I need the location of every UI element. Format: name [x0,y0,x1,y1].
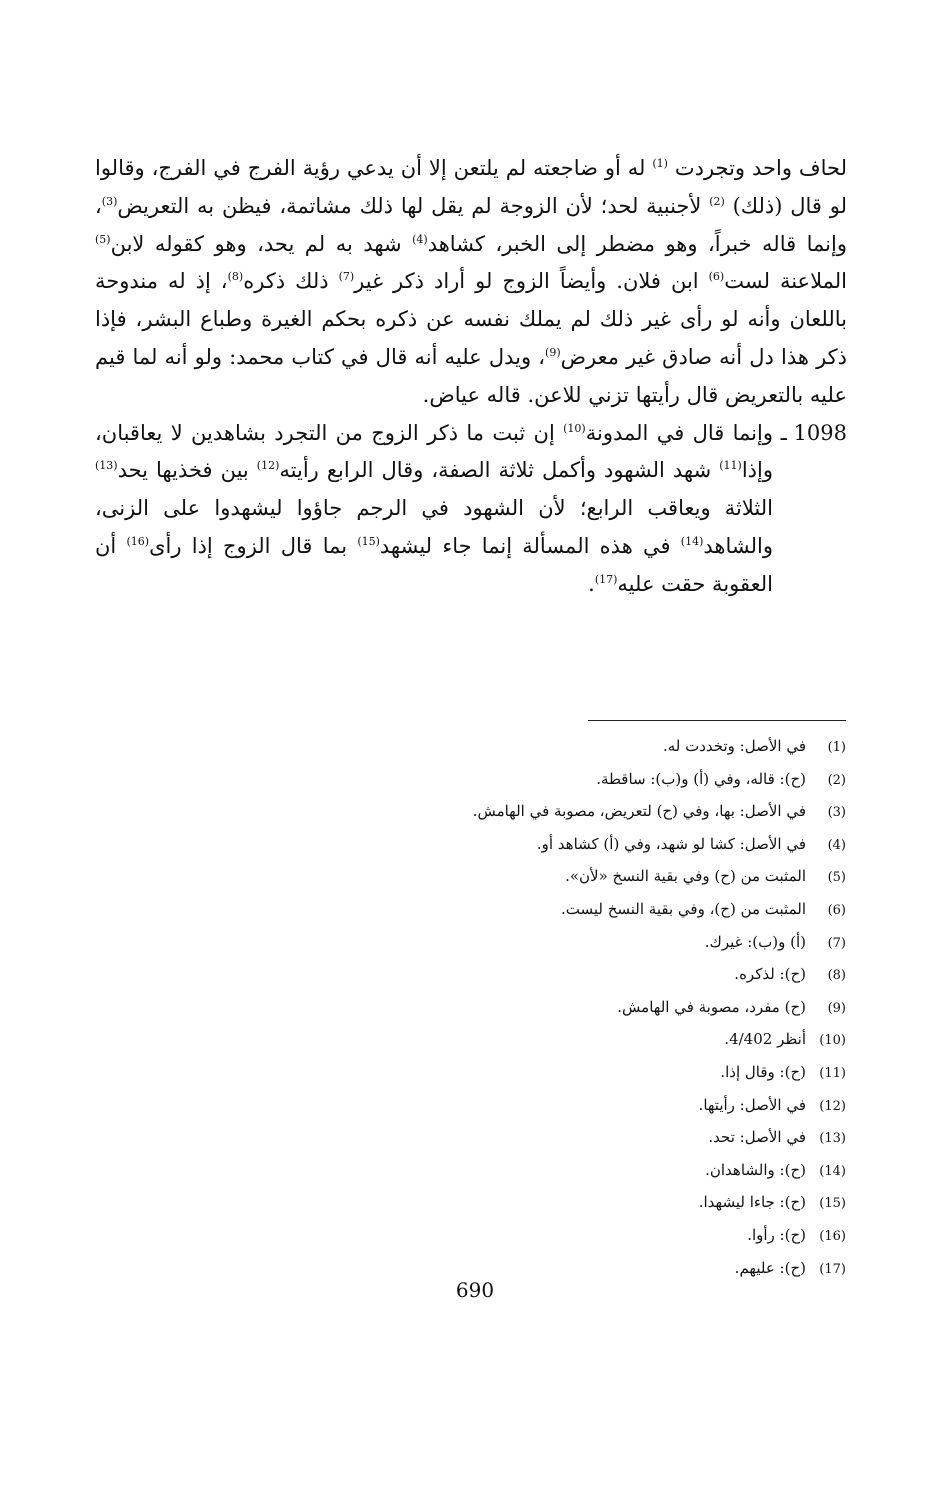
footnote-text: (ح): وقال إذا. [720,1062,806,1081]
footnote-number: (5) [827,870,846,886]
footnotes-list [246,731,846,1285]
text-run: ذلك ذكره [243,269,339,294]
text-run: ، إذ له مندوحة باللعان وأنه لو رأى غير ذلك لم يملك نفسه عن ذكره بحكم الغيرة وطباع البشر، فإذا ذكر هذا دل أنه صادق غير معرض [95,269,848,369]
text-run: في هذه المسألة إنما جاء ليشهد [379,533,681,558]
text-run: لحاف واحد وتجردت [667,156,847,180]
footnote-number: (11) [819,1065,846,1081]
text-run: . [588,571,595,596]
footnote-text: (ح): والشاهدان. [705,1160,806,1179]
footnote-ref: (12) [256,459,280,473]
entry-number: 1098 ـ [780,420,847,445]
footnote-text: (ح) مفرد، مصوبة في الهامش. [617,997,806,1016]
footnote-ref: (9) [545,345,561,359]
footnote-item [246,1187,846,1220]
footnote-ref: (14) [680,534,704,548]
footnote-text: في الأصل: وتخددت له. [662,737,806,755]
footnote-text: المثبت من (ح)، وفي بقية النسخ ليست. [560,899,806,918]
page-number: 690 [455,1278,495,1302]
footnote-number: (12) [819,1098,846,1114]
footnote-text: (ح): جاءا ليشهدا. [698,1193,806,1212]
footnote-number: (17) [819,1261,846,1277]
footnote-number: (9) [827,1000,846,1016]
footnote-separator [588,720,846,721]
footnote-text: (ح): لذكره. [734,965,806,984]
footnote-item [246,927,846,960]
text-run: الملاعنة لست [724,269,847,294]
footnote-ref: (1) [652,157,668,170]
footnote-number: (15) [819,1196,846,1212]
footnote-number: (6) [827,902,846,918]
footnote-number: (1) [827,740,846,755]
footnote-item [246,731,846,764]
paragraph-1 [95,150,847,415]
footnote-number: (3) [827,805,846,821]
text-run: وإنما قال في المدونة [585,420,773,445]
footnote-ref: (2) [709,194,725,208]
main-text [95,150,847,604]
footnote-ref: (7) [338,270,355,284]
footnote-ref: (15) [357,534,380,548]
footnote-item [246,1155,846,1188]
footnote-text: (ح): عليهم. [734,1258,806,1277]
text-run: شهد به لم يحد، وهو كقوله لابن [110,231,413,256]
footnote-ref: (8) [227,270,244,284]
footnote-ref: (13) [95,459,118,473]
footnote-item [246,1122,846,1155]
footnote-item [246,1220,846,1253]
text-run: ، وإنما قاله خبراً، وهو مضطر إلى الخبر، كشاهد [95,193,847,256]
footnote-number: (8) [827,968,846,984]
footnote-text: (أ) و(ب): غيرك. [704,932,806,951]
footnote-number: (7) [827,935,846,951]
text-run: أن العقوبة حقت عليه [95,533,773,596]
footnote-text: أنظر 4/402. [724,1030,806,1049]
text-run: الثلاثة ويعاقب الرابع؛ لأن الشهود في الرجم جاؤوا ليشهدوا على الزنى، والشاهد [95,496,773,558]
footnote-ref: (11) [719,459,742,473]
footnote-text: في الأصل: رأيتها. [698,1095,806,1114]
paragraph-2-text [95,415,773,604]
footnote-number: (4) [827,837,846,853]
footnote-text: في الأصل: بها، وفي (ح) لتعريض، مصوبة في الهامش. [472,802,806,821]
footnote-ref: (6) [708,270,725,284]
footnote-item [246,829,846,862]
footnote-item [246,894,846,927]
footnote-ref: (5) [95,232,111,246]
text-run: بين فخذيها يحد [117,458,257,483]
footnote-number: (16) [819,1228,846,1244]
text-run: لأجنبية لحد؛ لأن الزوجة لم يقل لها ذلك مشاتمة، فيظن به التعريض [117,193,710,218]
footnote-number: (10) [819,1033,846,1049]
footnote-ref: (3) [101,194,118,208]
footnote-text: في الأصل: كشا لو شهد، وفي (أ) كشاهد أو. [536,834,806,853]
text-run: إن ثبت ما ذكر الزوج من التجرد بشاهدين لا يعاقبان، وإذا [95,420,773,483]
text-run: ابن فلان. وأيضاً الزوج لو أراد ذكر غير [354,269,709,294]
footnote-ref: (16) [126,534,150,548]
footnote-ref: (4) [412,232,428,246]
paragraph-1098 [95,415,847,604]
footnote-text: (ح): رأوا. [747,1225,806,1244]
footnote-ref: (10) [563,421,586,435]
footnote-text: (ح): قاله، وفي (أ) و(ب): ساقطة. [596,769,806,788]
footnote-item [246,1024,846,1057]
footnote-number: (2) [827,772,846,788]
footnote-item [246,959,846,992]
footnote-number: (14) [819,1163,846,1179]
footnote-item [246,992,846,1025]
text-run: ، ويدل عليه أنه قال في كتاب محمد: ولو أنه لما قيم عليه بالتعريض قال رأيتها تزني للاعن. قاله عياض. [95,344,847,407]
footnote-text: المثبت من (ح) وفي بقية النسخ «لأن». [565,867,806,886]
text-run: له أو ضاجعته لم يلتعن إلا أن يدعي رؤية الفرج في الفرج، وقالوا لو قال (ذلك) [95,156,847,218]
footnote-item [246,861,846,894]
footnote-item [246,1057,846,1090]
text-run: شهد الشهود وأكمل ثلاثة الصفة، وقال الرابع رأيته [279,458,720,483]
footnote-number: (13) [819,1131,846,1147]
footnote-ref: (17) [594,572,618,586]
footnote-item [246,1090,846,1123]
footnote-item [246,764,846,797]
text-run: بما قال الزوج إذا رأى [149,533,358,558]
footnote-item [246,796,846,829]
footnote-text: في الأصل: تحد. [708,1128,806,1147]
